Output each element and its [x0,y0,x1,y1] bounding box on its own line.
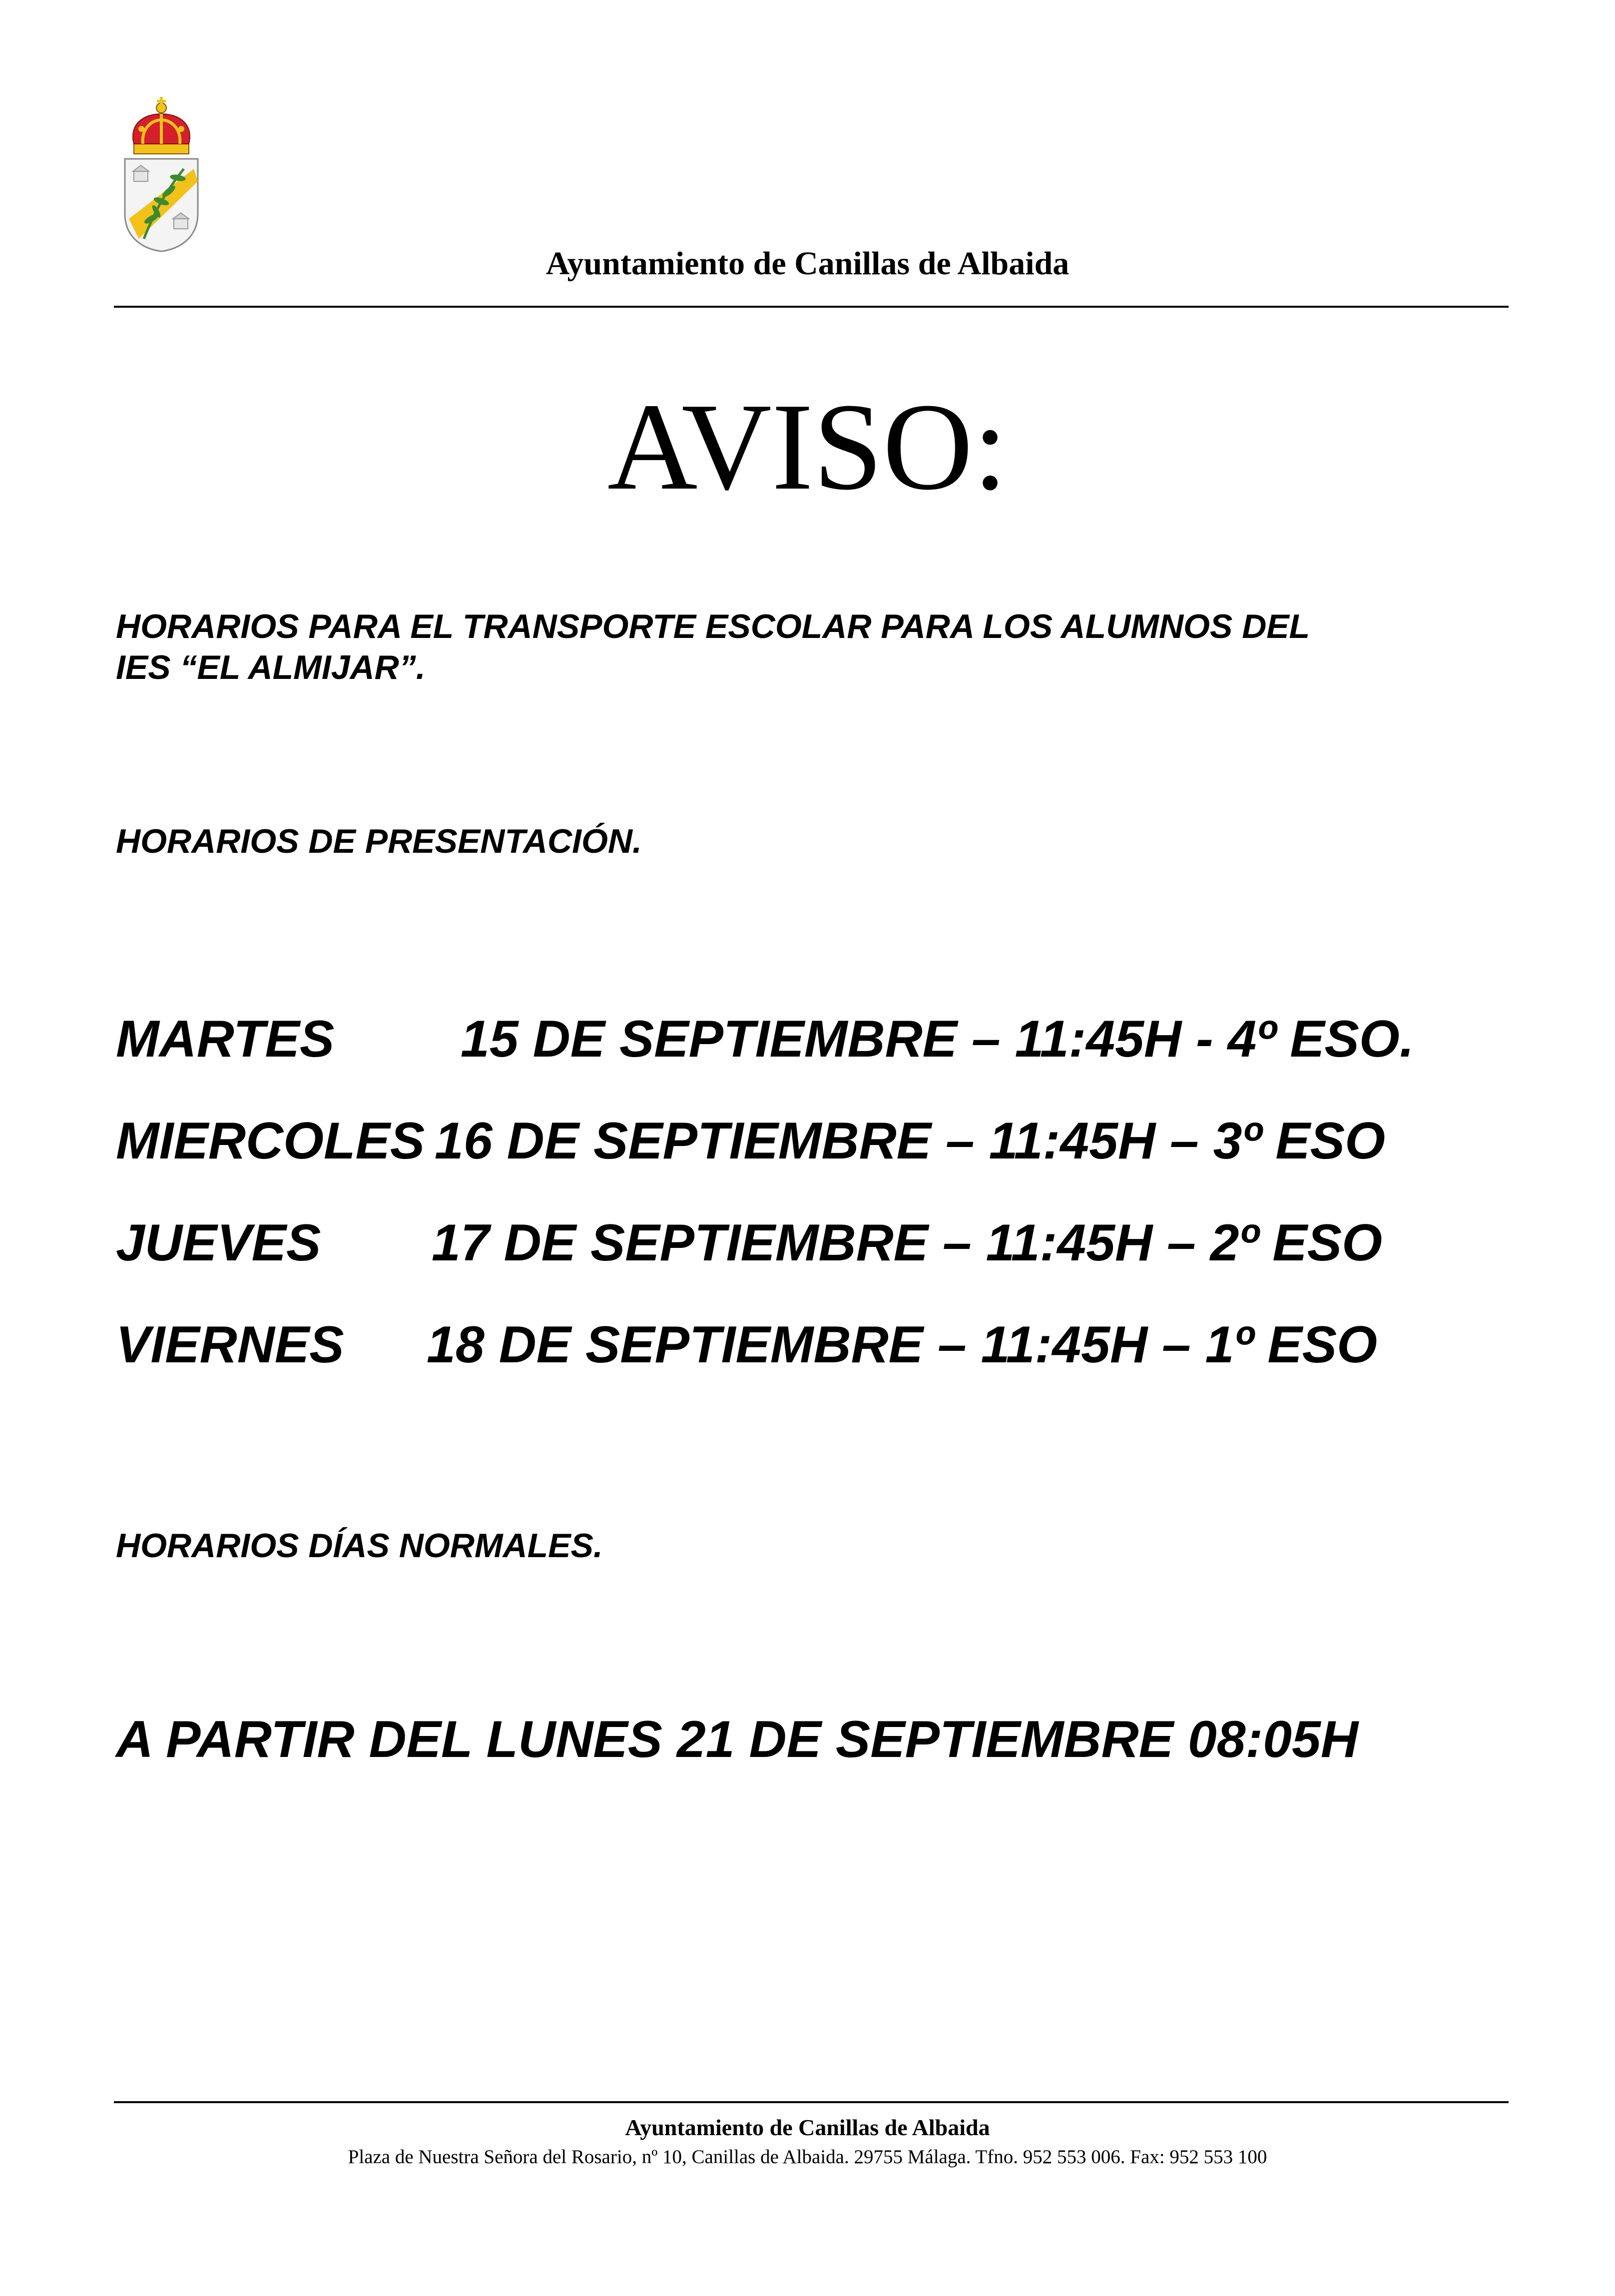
footer-divider [114,2101,1509,2103]
intro-line-2: IES “EL ALMIJAR”. [116,648,426,686]
footer-organization: Ayuntamiento de Canillas de Albaida [625,2115,990,2140]
footer-address: Plaza de Nuestra Señora del Rosario, nº 10, Canillas de Albaida. 29755 Málaga. Tfno. 952 553 006. Fax: 952 553 100 [348,2146,1267,2168]
intro-line-1: HORARIOS PARA EL TRANSPORTE ESCOLAR PARA LOS ALUMNOS DEL [116,607,1310,645]
schedule-detail: 17 DE SEPTIEMBRE – 11:45H – 2º ESO [432,1214,1383,1272]
municipal-coat-of-arms-icon [114,94,209,254]
schedule-detail: 16 DE SEPTIEMBRE – 11:45H – 3º ESO [435,1112,1386,1170]
schedule-detail: 18 DE SEPTIEMBRE – 11:45H – 1º ESO [427,1316,1378,1374]
schedule-day: MARTES [116,1010,335,1068]
schedule-row [116,1214,1383,1272]
schedule-day: MIERCOLES [116,1112,425,1170]
header-divider [114,306,1509,308]
schedule-detail: 15 DE SEPTIEMBRE – 11:45H - 4º ESO. [461,1010,1414,1068]
schedule-row [116,1112,1386,1170]
schedule-row [116,1316,1378,1374]
notice-title: AVISO: [607,378,1008,516]
schedule-day: JUEVES [116,1214,321,1272]
schedule-day: VIERNES [116,1316,344,1374]
normal-schedule-heading: HORARIOS DÍAS NORMALES. [116,1527,603,1565]
schedule-row [116,1010,1414,1068]
organization-header: Ayuntamiento de Canillas de Albaida [545,245,1070,282]
presentation-heading: HORARIOS DE PRESENTACIÓN. [116,822,642,860]
normal-schedule-start: A PARTIR DEL LUNES 21 DE SEPTIEMBRE 08:05H [116,1711,1358,1768]
notice-intro [116,606,1310,688]
